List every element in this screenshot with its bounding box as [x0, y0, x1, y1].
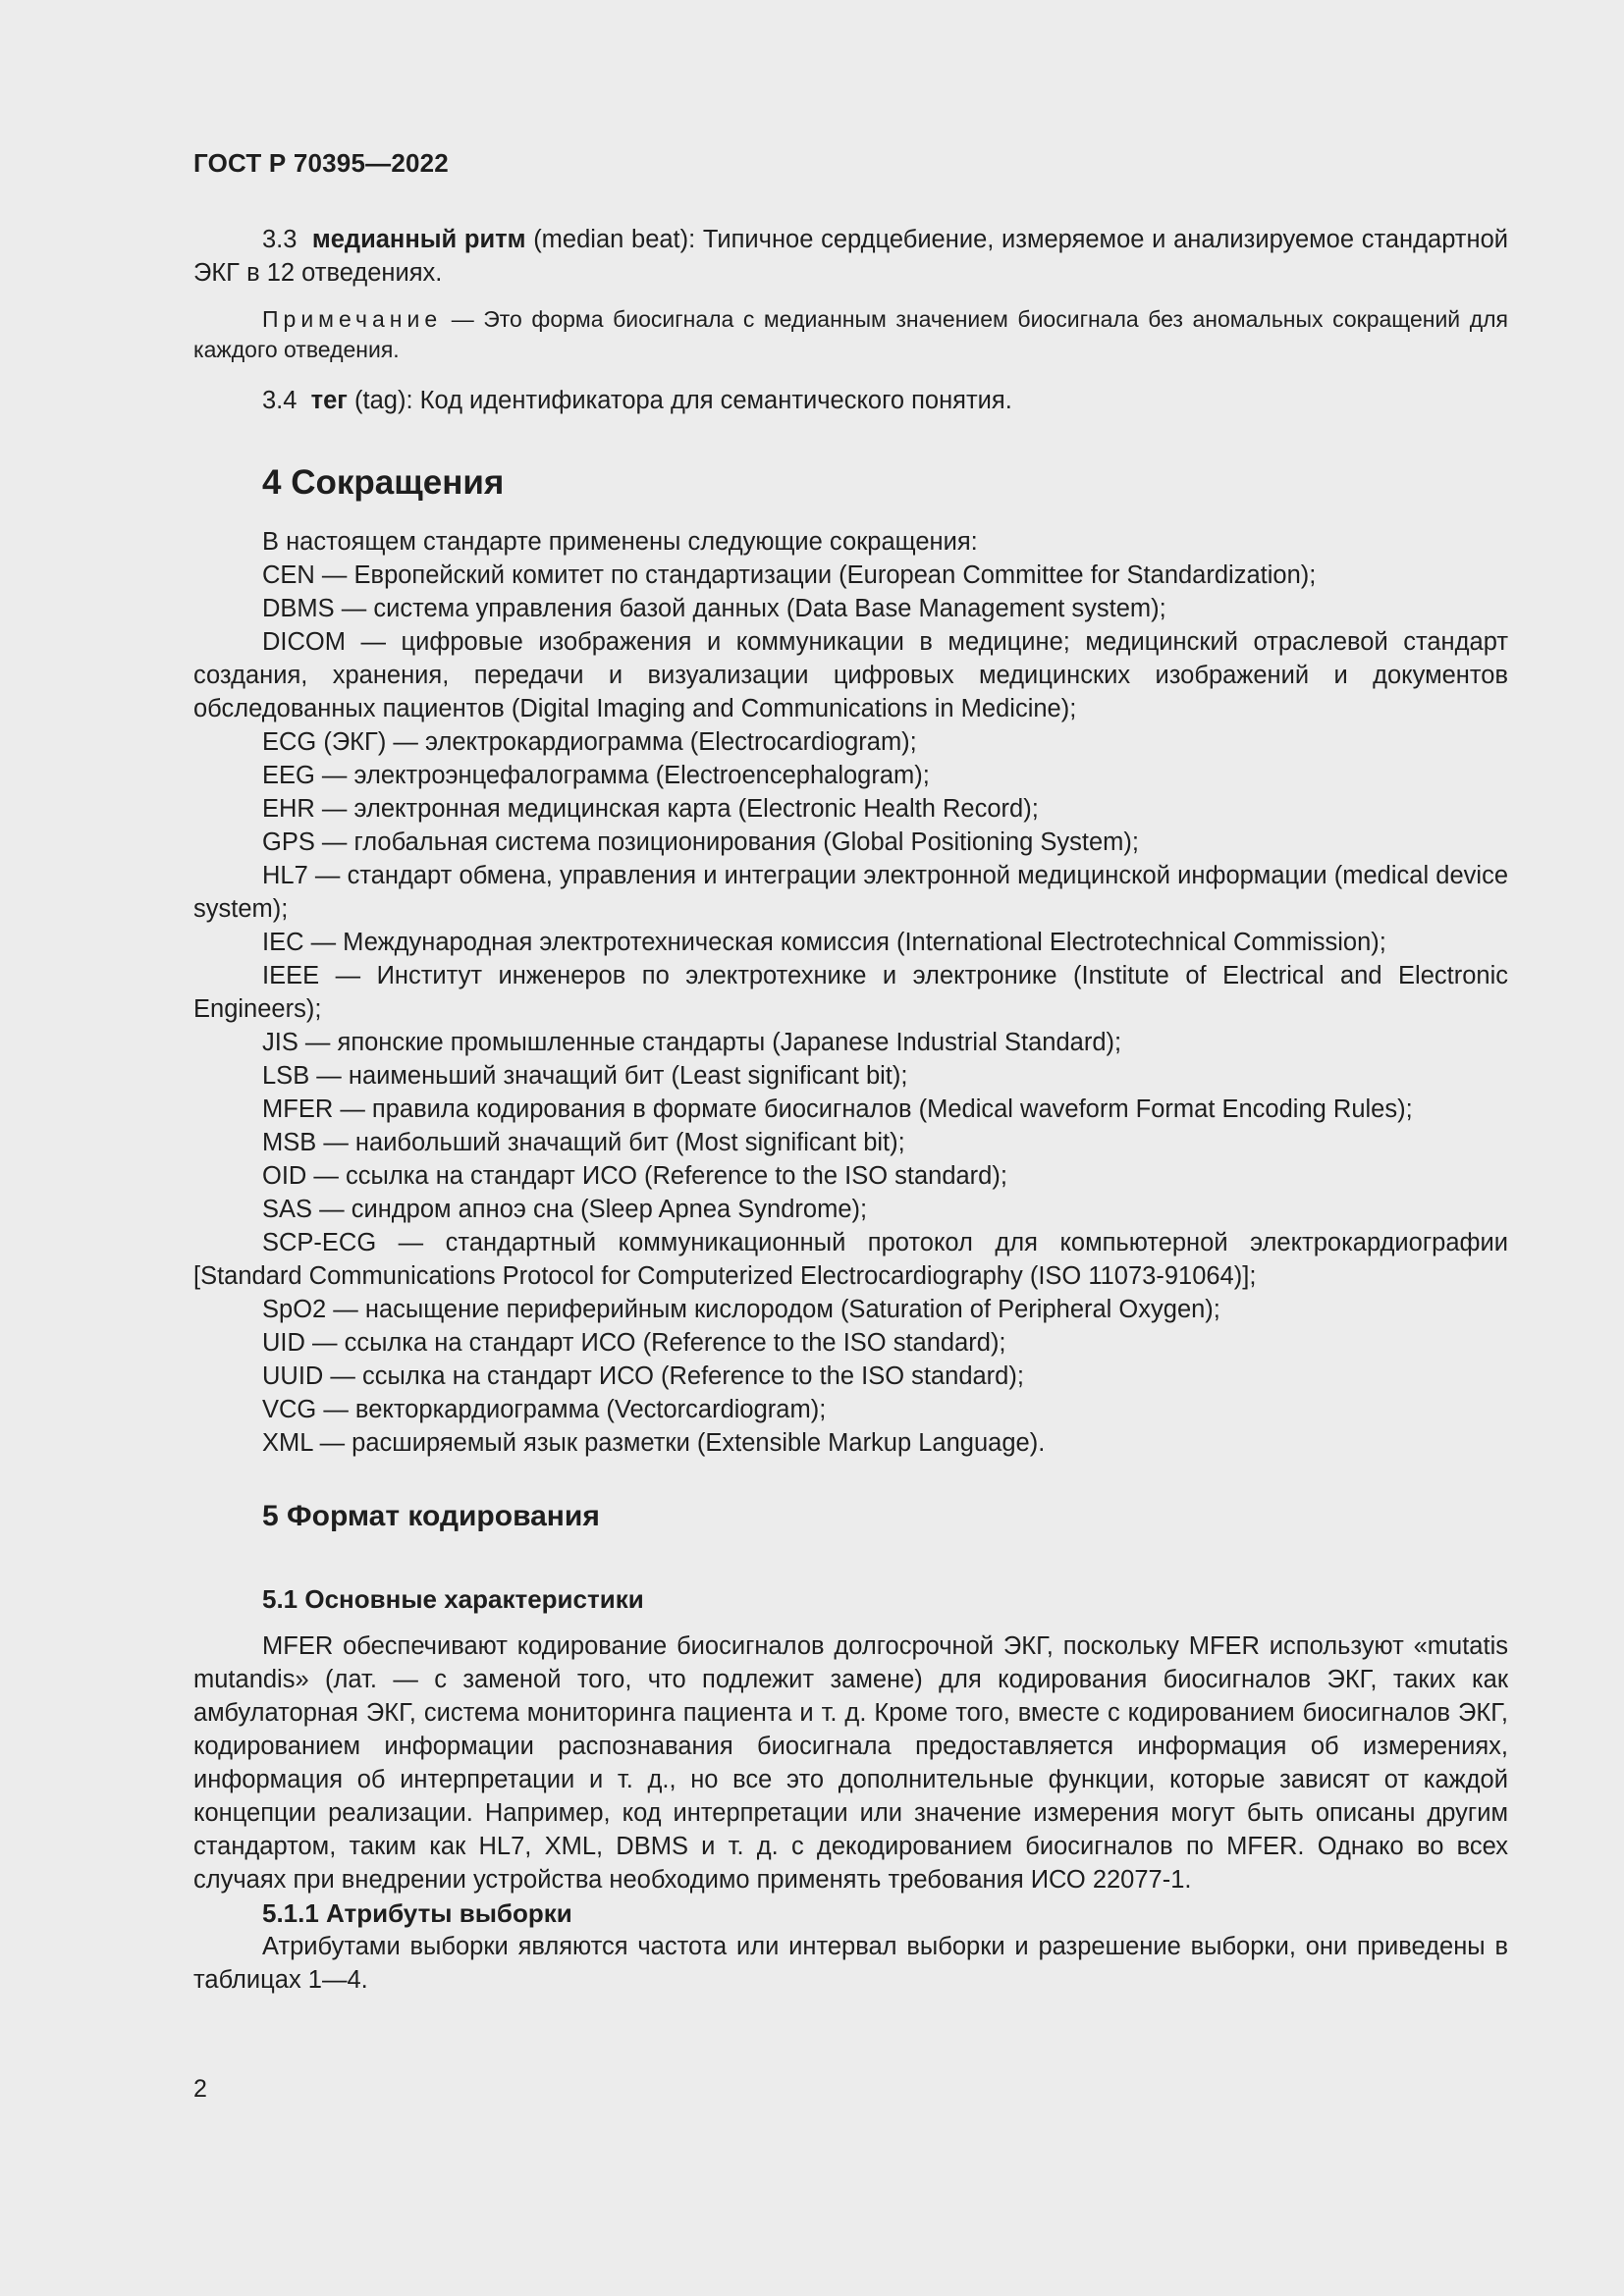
term-3-4	[193, 384, 1508, 417]
abbreviation-item: MSB — наибольший значащий бит (Most significant bit);	[262, 1129, 905, 1156]
abbreviation-item: DBMS — система управления базой данных (Data Base Management system);	[262, 595, 1166, 622]
abbreviation-item: CEN — Европейский комитет по стандартизации (European Committee for Standardization);	[262, 561, 1317, 589]
page-number: 2	[193, 2075, 207, 2103]
abbreviation-item: UID — ссылка на стандарт ИСО (Reference to the ISO standard);	[262, 1329, 1006, 1357]
note-label: Примечание	[262, 306, 443, 332]
abbreviation-item: EEG — электроэнцефалограмма (Electroencephalogram);	[262, 762, 930, 789]
abbreviation-item: DICOM — цифровые изображения и коммуникации в медицине; медицинский отраслевой стандарт создания, хранения, передачи и визуализации цифровых медицинских изображений и документов обследованных пациентов (Digital Imaging and Communications in Medicine);	[193, 628, 1508, 722]
abbreviation-item: OID — ссылка на стандарт ИСО (Reference to the ISO standard);	[262, 1162, 1007, 1190]
section-5-1-title: 5.1 Основные характеристики	[262, 1584, 644, 1614]
abbreviation-item: VCG — векторкардиограмма (Vectorcardiogram);	[262, 1396, 827, 1423]
term-definition: (median beat): Типичное сердцебиение, измеряемое и анализируемое стандартной ЭКГ в 12 отведениях.	[193, 226, 1508, 287]
section-5-title: 5 Формат кодирования	[262, 1500, 600, 1532]
term-note	[193, 304, 1508, 365]
abbreviation-item: GPS — глобальная система позиционирования (Global Positioning System);	[262, 828, 1139, 856]
section-5-1-1-title: 5.1.1 Атрибуты выборки	[262, 1898, 572, 1928]
note-text: — Это форма биосигнала с медианным значением биосигнала без аномальных сокращений для каждого отведения.	[193, 306, 1508, 362]
section-5-1-paragraph: MFER обеспечивают кодирование биосигналов долгосрочной ЭКГ, поскольку MFER используют «mutatis mutandis» (лат. — с заменой того, что подлежит замене) для кодирования биосигналов ЭКГ, таких как амбулаторная ЭКГ, система мониторинга пациента и т. д. Кроме того, вместе с кодированием биосигналов ЭКГ, кодированием информации распознавания биосигнала предоставляется информация об измерениях, информация об интерпретации и т. д., но все это дополнительные функции, которые зависят от каждой концепции реализации. Например, код интерпретации или значение измерения могут быть описаны другим стандартом, таким как HL7, XML, DBMS и т. д. с декодированием биосигналов по MFER. Однако во всех случаях при внедрении устройства необходимо применять требования ИСО 22077-1.	[193, 1632, 1508, 1894]
abbreviation-item: ECG (ЭКГ) — электрокардиограмма (Electrocardiogram);	[262, 728, 917, 756]
abbreviation-item: IEC — Международная электротехническая комиссия (International Electrotechnical Commission);	[262, 929, 1386, 956]
abbreviation-item: IEEE — Институт инженеров по электротехнике и электронике (Institute of Electrical and Electronic Engineers);	[193, 962, 1508, 1023]
term-number: 3.3	[262, 226, 298, 253]
term-name: медианный ритм	[311, 226, 526, 253]
term-definition: (tag): Код идентификатора для семантического понятия.	[347, 387, 1012, 414]
abbreviation-item: SAS — синдром апноэ сна (Sleep Apnea Syndrome);	[262, 1196, 868, 1223]
abbreviation-item: EHR — электронная медицинская карта (Electronic Health Record);	[262, 795, 1039, 823]
abbreviation-item: MFER — правила кодирования в формате биосигналов (Medical waveform Format Encoding Rules);	[262, 1095, 1413, 1123]
term-name: тег	[310, 387, 348, 414]
abbreviation-item: LSB — наименьший значащий бит (Least significant bit);	[262, 1062, 908, 1090]
abbreviation-item: SCP-ECG — стандартный коммуникационный протокол для компьютерной электрокардиографии [Standard Communications Protocol for Computerized Electrocardiography (ISO 11073-91064)];	[193, 1229, 1508, 1290]
standard-code-header: ГОСТ Р 70395—2022	[193, 148, 449, 178]
abbreviation-item: UUID — ссылка на стандарт ИСО (Reference to the ISO standard);	[262, 1362, 1024, 1390]
section-4-title: 4 Сокращения	[262, 463, 505, 502]
section-5-1-1-paragraph: Атрибутами выборки являются частота или интервал выборки и разрешение выборки, они приведены в таблицах 1—4.	[193, 1933, 1508, 1994]
abbreviation-item: SpO2 — насыщение периферийным кислородом (Saturation of Peripheral Oxygen);	[262, 1296, 1220, 1323]
term-3-3	[193, 223, 1508, 290]
section-5-1-body	[193, 1629, 1508, 1997]
abbreviations-list	[193, 525, 1508, 1460]
abbreviations-intro: В настоящем стандарте применены следующие сокращения:	[262, 528, 978, 556]
term-number: 3.4	[262, 387, 298, 414]
abbreviation-item: XML — расширяемый язык разметки (Extensible Markup Language).	[262, 1429, 1046, 1457]
abbreviation-item: HL7 — стандарт обмена, управления и интеграции электронной медицинской информации (medical device system);	[193, 862, 1508, 923]
abbreviation-item: JIS — японские промышленные стандарты (Japanese Industrial Standard);	[262, 1029, 1122, 1056]
